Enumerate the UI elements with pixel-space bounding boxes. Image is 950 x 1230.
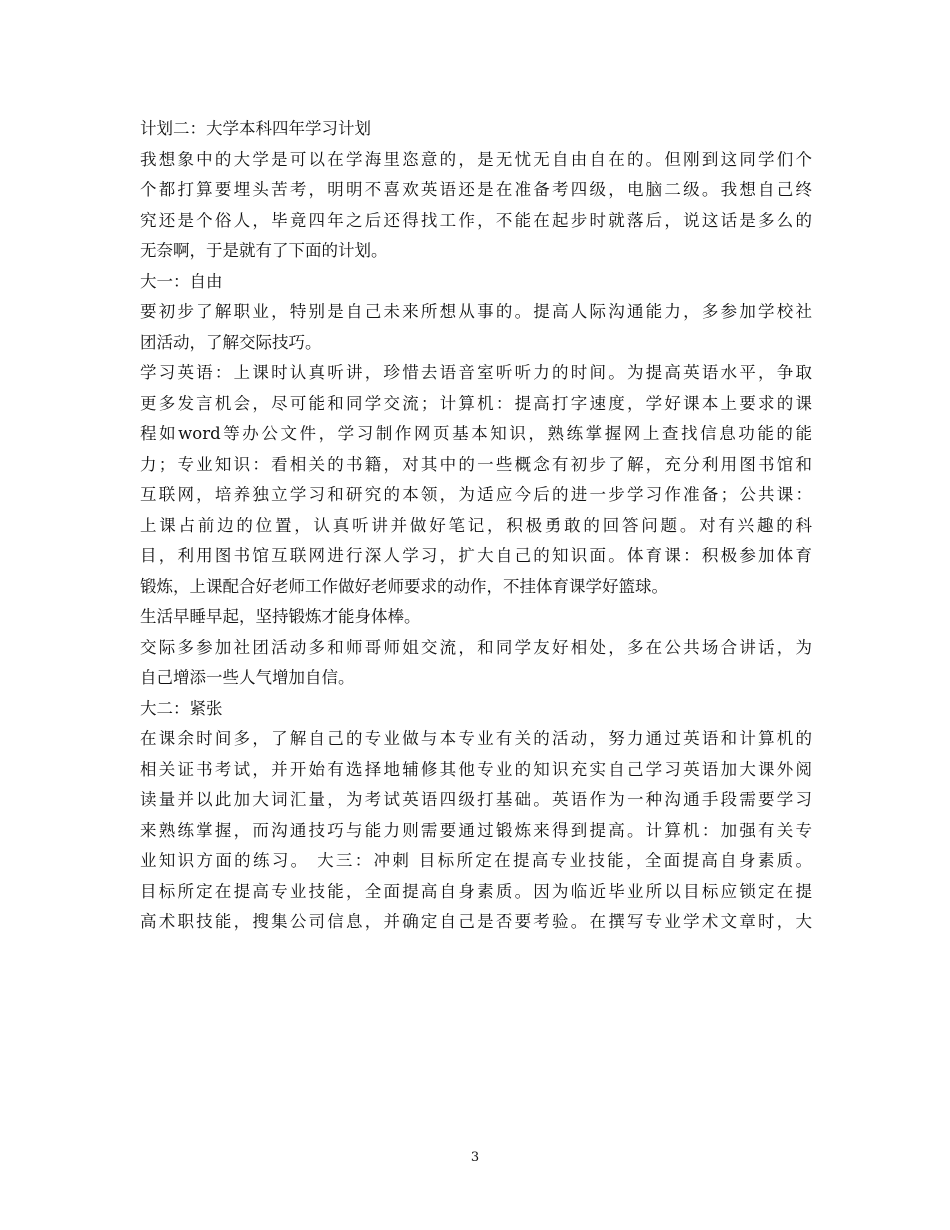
- text-line: 相关证书考试，并开始有选择地辅修其他专业的知识充实自己学习英语加大课外阅: [140, 759, 812, 779]
- text-line: 学习英语：上课时认真听讲，珍惜去语音室听听力的时间。为提高英语水平，争取: [140, 363, 812, 382]
- text-line: 目标所定在提高专业技能，全面提高自身素质。因为临近毕业所以目标应锁定在提: [140, 881, 812, 901]
- text-line: 高术职技能，搜集公司信息，并确定自己是否要考验。在撰写专业学术文章时，大: [140, 912, 812, 931]
- text-line: 目，利用图书馆互联网进行深人学习，扩大自己的知识面。体育课：积极参加体育: [140, 546, 812, 565]
- text-line: 程如word等办公文件，学习制作网页基本知识，熟练掌握网上查找信息功能的能: [140, 424, 812, 443]
- text-line: 来熟练掌握，而沟通技巧与能力则需要通过锻炼来得到提高。计算机：加强有关专: [140, 820, 812, 840]
- text-line: 计划二：大学本科四年学习计划: [140, 119, 371, 138]
- text-line: 读量并以此加大词汇量，为考试英语四级打基础。英语作为一种沟通手段需要学习: [140, 790, 812, 809]
- text-line: 交际多参加社团活动多和师哥师姐交流，和同学友好相处，多在公共场合讲话，为: [140, 637, 812, 657]
- text-line: 究还是个俗人，毕竟四年之后还得找工作，不能在起步时就落后，说这话是多么的: [140, 210, 812, 230]
- text-line: 业知识方面的练习。 大三：冲刺 目标所定在提高专业技能，全面提高自身素质。: [140, 851, 812, 870]
- text-line: 要初步了解职业，特别是自己未来所想从事的。提高人际沟通能力，多参加学校社: [140, 302, 812, 321]
- text-line: 锻炼，上课配合好老师工作做好老师要求的动作，不挂体育课学好篮球。: [140, 576, 668, 596]
- document-body: [140, 114, 812, 938]
- page-number: 3: [470, 1150, 480, 1165]
- text-line: 大二：紧张: [140, 698, 223, 718]
- text-line: 自己增添一些人气增加自信。: [140, 668, 355, 687]
- text-line: 个都打算要埋头苦考，明明不喜欢英语还是在准备考四级，电脑二级。我想自己终: [140, 180, 812, 199]
- text-line: 大一：自由: [140, 271, 223, 291]
- text-line: 生活早睡早起，坚持锻炼才能身体棒。: [140, 607, 421, 626]
- text-line: 无奈啊，于是就有了下面的计划。: [140, 241, 388, 260]
- text-line: 在课余时间多，了解自己的专业做与本专业有关的活动，努力通过英语和计算机的: [140, 729, 812, 748]
- text-line: 互联网，培养独立学习和研究的本领，为适应今后的进一步学习作准备；公共课：: [140, 485, 812, 504]
- text-line: 团活动，了解交际技巧。: [140, 332, 322, 352]
- text-line: 力；专业知识：看相关的书籍，对其中的一些概念有初步了解，充分利用图书馆和: [140, 454, 812, 474]
- text-line: 上课占前边的位置，认真听讲并做好笔记，积极勇敢的回答问题。对有兴趣的科: [140, 515, 812, 535]
- text-line: 更多发言机会，尽可能和同学交流；计算机：提高打字速度，学好课本上要求的课: [140, 393, 812, 413]
- text-line: 我想象中的大学是可以在学海里恣意的，是无忧无自由自在的。但刚到这同学们个: [140, 149, 812, 169]
